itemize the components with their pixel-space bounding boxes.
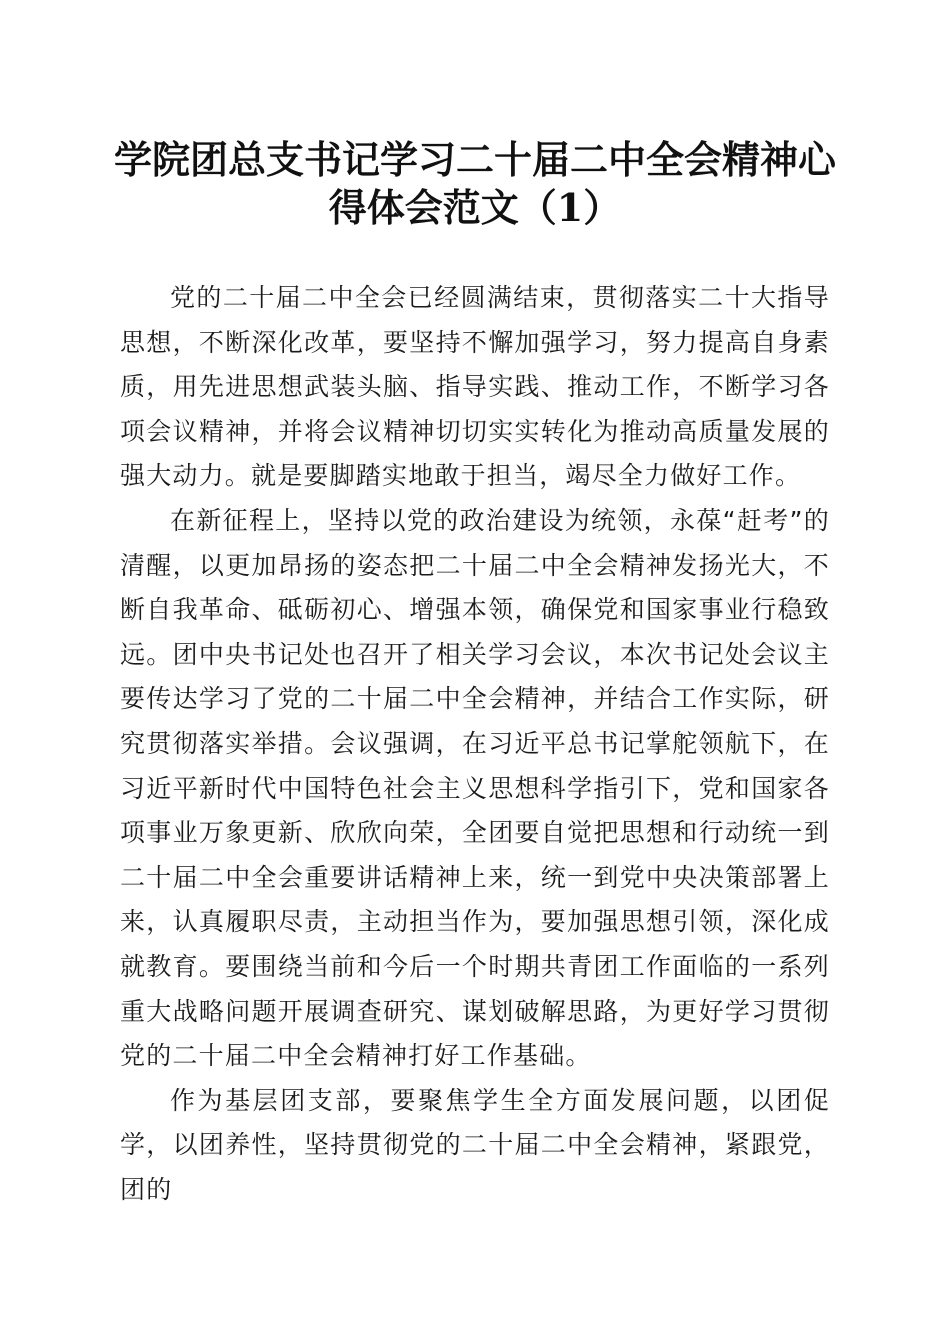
document-body: [120, 276, 830, 1212]
paragraph-3: 作为基层团支部，要聚焦学生全方面发展问题，以团促学，以团养性，坚持贯彻党的二十届二中全会精神，紧跟党，团的: [120, 1085, 830, 1204]
paragraph-2: 在新征程上，坚持以党的政治建设为统领，永葆“赶考”的清醒，以更加昂扬的姿态把二十届二中全会精神发扬光大，不断自我革命、砥砺初心、增强本领，确保党和国家事业行稳致远。团中央书记处也召开了相关学习会议，本次书记处会议主要传达学习了党的二十届二中全会精神，并结合工作实际，研究贯彻落实举措。会议强调，在习近平总书记掌舵领航下，在习近平新时代中国特色社会主义思想科学指引下，党和国家各项事业万象更新、欣欣向荣，全团要自觉把思想和行动统一到二十届二中全会重要讲话精神上来，统一到党中央决策部署上来，认真履职尽责，主动担当作为，要加强思想引领，深化成就教育。要围绕当前和今后一个时期共青团工作面临的一系列重大战略问题开展调查研究、谋划破解思路，为更好学习贯彻党的二十届二中全会精神打好工作基础。: [120, 505, 830, 1071]
paragraph-1: 党的二十届二中全会已经圆满结束，贯彻落实二十大指导思想，不断深化改革，要坚持不懈加强学习，努力提高自身素质，用先进思想武装头脑、指导实践、推动工作，不断学习各项会议精神，并将会议精神切切实实转化为推动高质量发展的强大动力。就是要脚踏实地敢于担当，竭尽全力做好工作。: [120, 283, 830, 491]
document-title: 学院团总支书记学习二十届二中全会精神心得体会范文（1）: [113, 137, 836, 230]
